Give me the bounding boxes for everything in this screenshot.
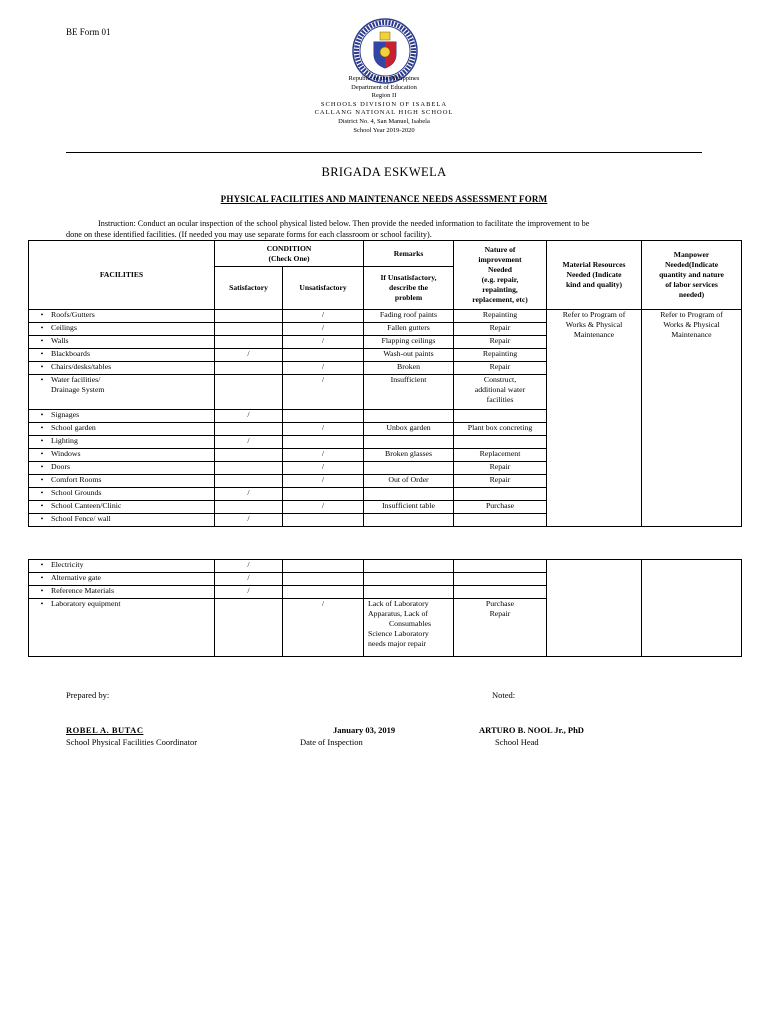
remarks-cell (364, 488, 454, 501)
header-material (547, 241, 642, 310)
satisfactory-cell (215, 501, 283, 514)
preparer-title: School Physical Facilities Coordinator (66, 737, 198, 747)
remarks-line: Consumables (388, 619, 431, 628)
nature-line: Purchase (485, 599, 515, 608)
unsatisfactory-cell: / (283, 599, 364, 657)
satisfactory-cell (215, 310, 283, 323)
remarks-cell (364, 599, 454, 657)
manpower-line: Works & Physical (663, 320, 720, 329)
satisfactory-cell: / (215, 560, 283, 573)
bullet: • (40, 410, 44, 419)
facility-cell (29, 501, 215, 514)
additional-facilities-table (28, 559, 742, 657)
bullet: • (40, 375, 44, 384)
satisfactory-cell (215, 423, 283, 436)
facility-cell (29, 475, 215, 488)
nature-cell: Repainting (454, 349, 547, 362)
form-number: BE Form 01 (66, 27, 111, 37)
unsatisfactory-cell: / (283, 310, 364, 323)
material-line: Refer to Program of (562, 310, 626, 319)
facility-cell (29, 323, 215, 336)
bullet: • (40, 560, 44, 569)
nature-cell: Repair (454, 462, 547, 475)
nature-cell (454, 573, 547, 586)
unsatisfactory-cell (283, 349, 364, 362)
facility-cell (29, 462, 215, 475)
facility-name: Ceilings (51, 323, 77, 332)
nature-cell (454, 560, 547, 573)
header-nature-l5: repainting, (482, 285, 518, 294)
facility-cell (29, 586, 215, 599)
header-remarks-sub-l3: problem (394, 293, 423, 302)
facility-name: Lighting (51, 436, 78, 445)
satisfactory-cell (215, 462, 283, 475)
header-condition-title: CONDITION (266, 243, 312, 253)
nature-cell (454, 514, 547, 527)
facility-cell (29, 423, 215, 436)
remarks-cell: Fading roof paints (364, 310, 454, 323)
header-region: Region II (371, 92, 397, 100)
facility-name: Laboratory equipment (51, 599, 121, 608)
remarks-cell: Out of Order (364, 475, 454, 488)
header-unsatisfactory: Unsatisfactory (283, 267, 364, 310)
school-head-title: School Head (495, 737, 539, 747)
header-nature-l3: Needed (487, 265, 513, 274)
nature-cell (454, 375, 547, 410)
remarks-cell: Wash-out paints (364, 349, 454, 362)
unsatisfactory-cell: / (283, 475, 364, 488)
satisfactory-cell: / (215, 514, 283, 527)
bullet: • (40, 349, 44, 358)
header-division: SCHOOLS DIVISION OF ISABELA (320, 100, 448, 108)
bullet: • (40, 514, 44, 523)
nature-line: additional water (474, 385, 526, 394)
instruction-line-1: Instruction: Conduct an ocular inspection of the school physical listed below. Then provide the needed information to facilitate the improvement to be (98, 219, 590, 228)
nature-cell: Replacement (454, 449, 547, 462)
facilities-table (28, 240, 742, 527)
remarks-line: Science Laboratory (368, 629, 429, 638)
satisfactory-cell (215, 475, 283, 488)
header-school: CALLANG NATIONAL HIGH SCHOOL (314, 109, 454, 117)
header-manpower-l5: needed) (678, 290, 705, 299)
facility-cell (29, 514, 215, 527)
bullet: • (40, 475, 44, 484)
header-department: Department of Education (351, 83, 417, 91)
header-school-year: School Year 2019-2020 (353, 126, 415, 134)
facility-cell (29, 599, 215, 657)
remarks-cell (364, 586, 454, 599)
satisfactory-cell (215, 323, 283, 336)
satisfactory-cell (215, 375, 283, 410)
header-satisfactory: Satisfactory (215, 267, 283, 310)
nature-cell: Plant box concreting (454, 423, 547, 436)
unsatisfactory-cell (283, 514, 364, 527)
unsatisfactory-cell: / (283, 362, 364, 375)
manpower-cell (642, 560, 742, 657)
facility-cell (29, 560, 215, 573)
satisfactory-cell (215, 362, 283, 375)
satisfactory-cell: / (215, 488, 283, 501)
header-nature-l2: improvement (478, 255, 522, 264)
header-republic: Republic of the Philippines (348, 75, 420, 82)
satisfactory-cell: / (215, 573, 283, 586)
facility-cell (29, 349, 215, 362)
facility-cell (29, 375, 215, 410)
nature-cell (454, 488, 547, 501)
satisfactory-cell (215, 599, 283, 657)
nature-cell: Repainting (454, 310, 547, 323)
facility-name: Signages (51, 410, 80, 419)
header-material-l2: Needed (Indicate (566, 270, 622, 279)
header-nature (454, 241, 547, 310)
page-title: BRIGADA ESKWELA (321, 165, 447, 179)
facility-name: School garden (51, 423, 96, 432)
preparer-name: ROBEL A. BUTAC (66, 725, 144, 735)
instruction-text (66, 218, 702, 240)
bullet: • (40, 423, 44, 432)
header-district: District No. 4, San Manuel, Isabela (338, 117, 430, 125)
facility-name: Alternative gate (51, 573, 102, 582)
unsatisfactory-cell: / (283, 423, 364, 436)
nature-cell: Repair (454, 362, 547, 375)
facility-name-cont: Drainage System (51, 385, 105, 394)
facility-cell (29, 449, 215, 462)
remarks-line: Lack of Laboratory (368, 599, 429, 608)
material-resources-cell (547, 560, 642, 657)
facility-name: Walls (51, 336, 69, 345)
nature-cell (454, 599, 547, 657)
facility-cell (29, 336, 215, 349)
remarks-cell (364, 410, 454, 423)
header-remarks-sub-l2: describe the (389, 283, 429, 292)
header-material-l1: Material Resources (562, 260, 626, 269)
header-nature-l6: replacement, etc) (472, 295, 528, 304)
remarks-cell: Fallen gutters (364, 323, 454, 336)
header-manpower-l4: of labor services (665, 280, 718, 289)
facility-name: Comfort Rooms (51, 475, 102, 484)
bullet: • (40, 586, 44, 595)
unsatisfactory-cell (283, 410, 364, 423)
unsatisfactory-cell: / (283, 323, 364, 336)
table-row (29, 560, 742, 573)
header-remarks-sub (364, 267, 454, 310)
remarks-line: needs major repair (368, 639, 427, 648)
facility-name: Windows (51, 449, 81, 458)
unsatisfactory-cell: / (283, 336, 364, 349)
header-manpower-l1: Manpower (673, 250, 710, 259)
facility-name: Reference Materials (51, 586, 114, 595)
material-line: Works & Physical (565, 320, 623, 329)
bullet: • (40, 501, 44, 510)
remarks-cell: Broken (364, 362, 454, 375)
remarks-cell (364, 514, 454, 527)
manpower-line: Refer to Program of (660, 310, 723, 319)
remarks-line: Apparatus, Lack of (368, 609, 428, 618)
remarks-cell (364, 436, 454, 449)
facility-name: Electricity (51, 560, 84, 569)
remarks-cell (364, 462, 454, 475)
nature-cell (454, 436, 547, 449)
header-facilities: FACILITIES (29, 241, 215, 310)
form-subtitle: PHYSICAL FACILITIES AND MAINTENANCE NEEDS ASSESSMENT FORM (220, 194, 548, 204)
header-manpower-l2: Needed(Indicate (664, 260, 719, 269)
nature-cell: Repair (454, 475, 547, 488)
bullet: • (40, 488, 44, 497)
unsatisfactory-cell (283, 488, 364, 501)
header-remarks-sub-l1: If Unsatisfactory, (380, 273, 437, 282)
header-nature-l1: Nature of (484, 245, 516, 254)
manpower-cell (642, 310, 742, 527)
bullet: • (40, 462, 44, 471)
nature-cell (454, 586, 547, 599)
nature-line: facilities (486, 395, 514, 404)
remarks-cell: Insufficient (364, 375, 454, 410)
remarks-cell (364, 560, 454, 573)
facility-name: School Canteen/Clinic (51, 501, 122, 510)
header-remarks: Remarks (364, 241, 454, 267)
header-manpower (642, 241, 742, 310)
bullet: • (40, 362, 44, 371)
header-manpower-l3: quantity and nature (659, 270, 724, 279)
facility-cell (29, 310, 215, 323)
nature-cell: Repair (454, 336, 547, 349)
school-head-name: ARTURO B. NOOL Jr., PhD (479, 725, 584, 735)
satisfactory-cell: / (215, 436, 283, 449)
facility-name: Doors (51, 462, 71, 471)
satisfactory-cell: / (215, 410, 283, 423)
unsatisfactory-cell (283, 586, 364, 599)
remarks-cell: Unbox garden (364, 423, 454, 436)
bullet: • (40, 573, 44, 582)
facility-name: School Fence/ wall (51, 514, 111, 523)
material-line: Maintenance (573, 330, 615, 339)
facility-cell (29, 436, 215, 449)
table-row (29, 310, 742, 323)
header-material-l3: kind and quality) (565, 280, 623, 289)
bullet: • (40, 449, 44, 458)
header-block (0, 75, 768, 135)
facility-name: Water facilities/ (51, 375, 101, 384)
bullet: • (40, 323, 44, 332)
satisfactory-cell (215, 336, 283, 349)
header-condition (215, 241, 364, 267)
header-nature-l4: (e.g. repair, (481, 275, 519, 284)
remarks-cell: Broken glasses (364, 449, 454, 462)
satisfactory-cell (215, 449, 283, 462)
nature-cell (454, 410, 547, 423)
manpower-line: Maintenance (671, 330, 712, 339)
date-label: Date of Inspection (300, 737, 363, 747)
facility-name: Blackboards (51, 349, 90, 358)
facility-cell (29, 573, 215, 586)
unsatisfactory-cell (283, 573, 364, 586)
satisfactory-cell: / (215, 349, 283, 362)
unsatisfactory-cell (283, 436, 364, 449)
remarks-cell: Flapping ceilings (364, 336, 454, 349)
noted-label: Noted: (492, 690, 516, 700)
header-condition-note: (Check One) (268, 253, 310, 263)
header-divider (66, 152, 702, 153)
satisfactory-cell: / (215, 586, 283, 599)
remarks-cell (364, 573, 454, 586)
bullet: • (40, 599, 44, 608)
unsatisfactory-cell: / (283, 449, 364, 462)
facility-cell (29, 488, 215, 501)
bullet: • (40, 310, 44, 319)
remarks-cell: Insufficient table (364, 501, 454, 514)
facility-name: School Grounds (51, 488, 102, 497)
instruction-line-2: done on these identified facilities. (If needed you may use separate forms for each classroom or school facility). (66, 230, 432, 239)
prepared-by-label: Prepared by: (66, 690, 110, 700)
inspection-date: January 03, 2019 (333, 725, 396, 735)
unsatisfactory-cell (283, 560, 364, 573)
facility-name: Roofs/Gutters (51, 310, 95, 319)
nature-cell: Repair (454, 323, 547, 336)
nature-line: Repair (489, 609, 511, 618)
material-resources-cell (547, 310, 642, 527)
facility-name: Chairs/desks/tables (51, 362, 112, 371)
nature-line: Construct, (483, 375, 517, 384)
unsatisfactory-cell: / (283, 375, 364, 410)
unsatisfactory-cell: / (283, 501, 364, 514)
bullet: • (40, 336, 44, 345)
unsatisfactory-cell: / (283, 462, 364, 475)
facility-cell (29, 410, 215, 423)
nature-cell: Purchase (454, 501, 547, 514)
bullet: • (40, 436, 44, 445)
facility-cell (29, 362, 215, 375)
